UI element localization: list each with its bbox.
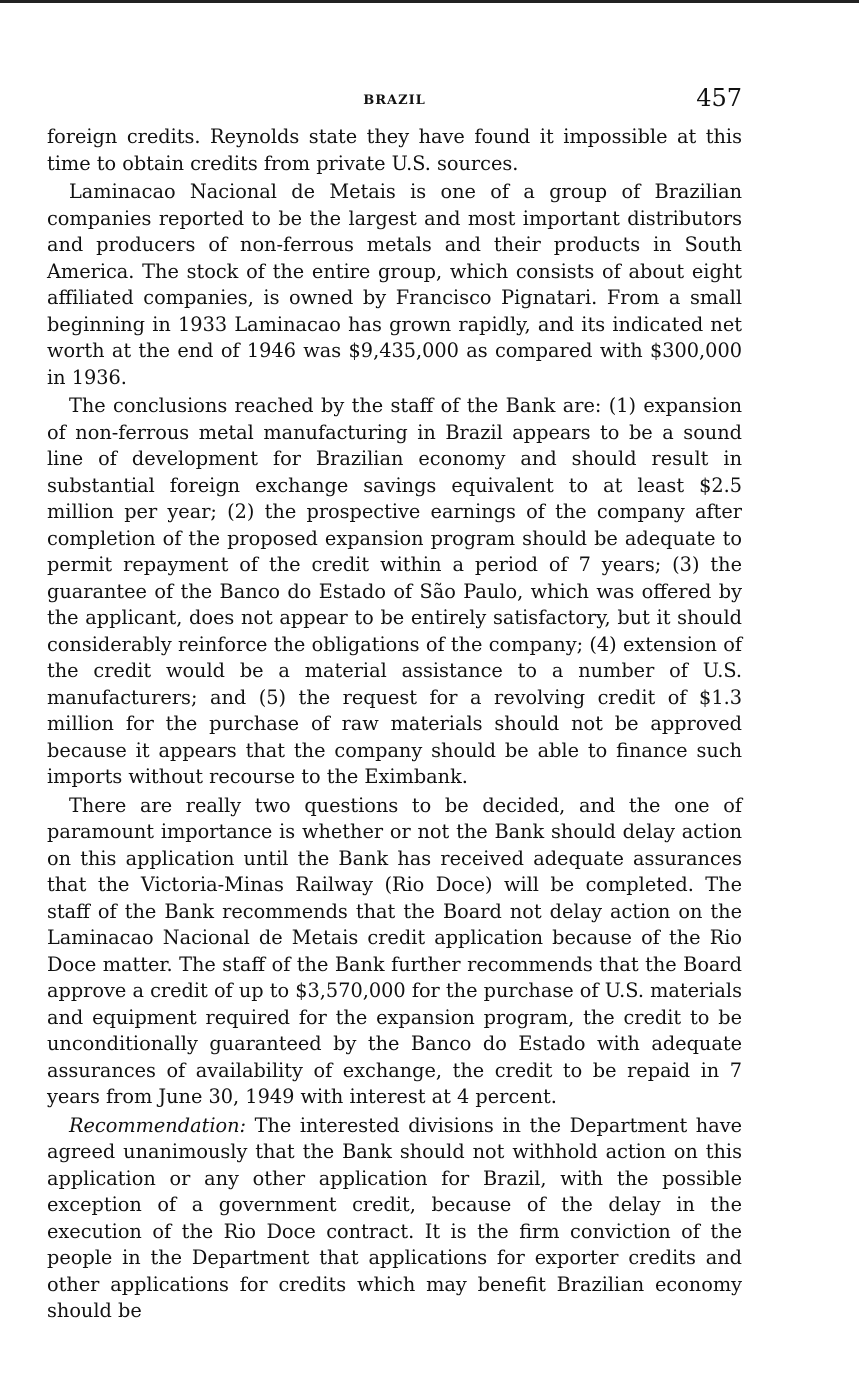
book-page: [47, 84, 742, 1325]
paragraph-recommendation: [47, 1113, 742, 1325]
paragraph-two-questions: There are really two questions to be decided, and the one of paramount importance is whether or not the Bank should delay action on this application until the Bank has received adequate assurances that the Victoria-Minas Railway (Rio Doce) will be completed. The staff of the Bank recommends that the Board not delay action on the Laminacao Nacional de Metais credit application because of the Rio Doce matter. The staff of the Bank further recommends that the Board approve a credit of up to $3,570,000 for the purchase of U.S. materials and equipment required for the expansion program, the credit to be unconditionally guaranteed by the Banco do Estado with adequate assurances of availability of exchange, the credit to be repaid in 7 years from June 30, 1949 with interest at 4 percent.: [47, 793, 742, 1108]
paragraph-continued: foreign credits. Reynolds state they have found it impossible at this time to obtain credits from private U.S. sources.: [47, 125, 742, 175]
page-number: 457: [696, 84, 742, 112]
page-header: [47, 84, 742, 124]
recommendation-text: The interested divisions in the Department have agreed unanimously that the Bank should not withhold action on this application or any other application for Brazil, with the possible exception of a government credit, because of the delay in the execution of the Rio Doce contract. It is the firm conviction of the people in the Department that applications for exporter credits and other applications for credits which may benefit Brazilian economy should be: [47, 1113, 742, 1322]
body-text: [47, 124, 742, 1325]
page-top-edge: [0, 0, 859, 3]
paragraph-laminacao: Laminacao Nacional de Metais is one of a group of Brazilian companies reported to be the largest and most important distributors and producers of non-ferrous metals and their products in South America. The stock of the entire group, which consists of about eight affiliated companies, is owned by Francisco Pignatari. From a small beginning in 1933 Laminacao has grown rapidly, and its indicated net worth at the end of 1946 was $9,435,000 as compared with $300,000 in 1936.: [47, 180, 742, 389]
recommendation-lead: Recommendation:: [69, 1113, 247, 1137]
paragraph-conclusions: The conclusions reached by the staff of the Bank are: (1) expansion of non-ferrous metal manufacturing in Brazil appears to be a sound line of development for Brazilian economy and should result in substantial foreign exchange savings equivalent to at least $2.5 million per year; (2) the prospective earnings of the company after completion of the proposed expansion program should be adequate to permit repayment of the credit within a period of 7 years; (3) the guarantee of the Banco do Estado of São Paulo, which was offered by the applicant, does not appear to be entirely satisfactory, but it should considerably reinforce the obligations of the company; (4) extension of the credit would be a material assistance to a number of U.S. manufacturers; and (5) the request for a revolving credit of $1.3 million for the purchase of raw materials should not be approved because it appears that the company should be able to finance such imports without recourse to the Eximbank.: [47, 394, 742, 788]
running-head: BRAZIL: [363, 93, 426, 108]
